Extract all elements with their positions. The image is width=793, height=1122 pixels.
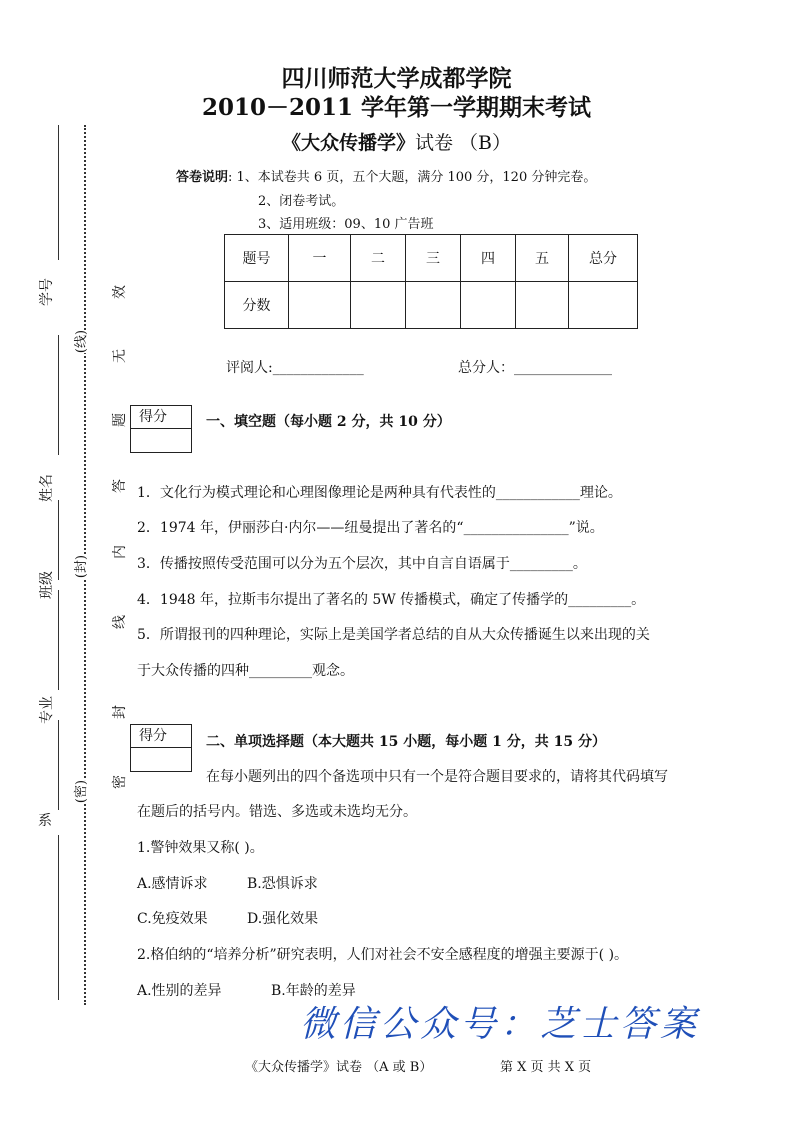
watermark: 微信公众号：芝士答案 xyxy=(300,1004,701,1045)
warning-char: 封 xyxy=(112,705,128,719)
fill-question: 4．1948 年，拉斯韦尔提出了著名的 5W 传播模式，确定了传播学的_________。 xyxy=(137,592,646,608)
class-label: 班级 xyxy=(39,571,55,599)
school-title: 四川师范大学成都学院 xyxy=(281,65,512,92)
field-line xyxy=(58,720,59,810)
name-label: 姓名 xyxy=(39,474,55,502)
header-cell: 五 xyxy=(516,235,569,282)
warning-char: 题 xyxy=(112,413,128,427)
option-c: C.免疫效果 xyxy=(137,911,208,927)
grader-field[interactable]: 评阅人:_____________ xyxy=(226,360,364,376)
section1-title: 一、填空题（每小题 2 分，共 10 分） xyxy=(206,414,451,430)
section2-score-box[interactable] xyxy=(130,724,192,772)
mc-question: 1.警钟效果又称( )。 xyxy=(137,840,264,856)
instruction-3: 3、适用班级：09、10 广告班 xyxy=(258,217,434,232)
header-cell: 一 xyxy=(289,235,351,282)
field-line xyxy=(58,590,59,690)
score-table xyxy=(224,234,638,329)
warning-char: 无 xyxy=(112,349,128,363)
header-cell: 三 xyxy=(406,235,461,282)
score-cell[interactable] xyxy=(569,282,638,329)
option-d: D.强化效果 xyxy=(247,911,319,927)
seal-marker: (封) xyxy=(70,555,89,578)
footer-page: 第 X 页 共 X 页 xyxy=(500,1060,592,1075)
warning-char: 效 xyxy=(112,285,128,299)
instruction-2: 2、闭卷考试。 xyxy=(258,194,345,209)
score-cell[interactable] xyxy=(461,282,516,329)
field-line xyxy=(58,835,59,1000)
option-b: B.恐惧诉求 xyxy=(247,876,318,892)
header-cell: 题号 xyxy=(225,235,289,282)
fill-question: 5．所谓报刊的四种理论，实际上是美国学者总结的自从大众传播诞生以来出现的关 xyxy=(137,627,650,643)
header-cell: 总分 xyxy=(569,235,638,282)
line-marker: (线) xyxy=(70,330,89,353)
exam-title: 2010－2011 学年第一学期期末考试 xyxy=(201,94,592,121)
paper-version: 试卷 （B） xyxy=(415,132,512,154)
option-a: A.性别的差异 xyxy=(137,983,222,999)
tallier-field[interactable]: 总分人：______________ xyxy=(458,360,612,376)
secret-marker: (密) xyxy=(70,780,89,803)
field-line xyxy=(58,500,59,580)
score-box-label: 得分 xyxy=(131,406,191,429)
score-cell[interactable] xyxy=(406,282,461,329)
mc-question: 2.格伯纳的“培养分析”研究表明，人们对社会不安全感程度的增强主要源于( )。 xyxy=(137,947,629,963)
instructions: 答卷说明: 1、本试卷共 6 页，五个大题，满分 100 分，120 分钟完卷。 xyxy=(176,170,597,185)
field-line xyxy=(58,335,59,455)
fill-question-cont: 于大众传播的四种_________观念。 xyxy=(137,663,354,679)
footer-course: 《大众传播学》试卷 （A 或 B） xyxy=(245,1060,433,1075)
warning-char: 密 xyxy=(112,775,128,789)
section2-intro-cont: 在题后的括号内。错选、多选或未选均无分。 xyxy=(137,804,417,820)
score-box-label: 得分 xyxy=(131,725,191,748)
fill-question: 2．1974 年，伊丽莎白·内尔——纽曼提出了著名的“_______________”说。 xyxy=(137,520,604,536)
header-cell: 四 xyxy=(461,235,516,282)
score-cell[interactable] xyxy=(516,282,569,329)
score-cell[interactable] xyxy=(351,282,406,329)
option-a: A.感情诉求 xyxy=(137,876,208,892)
department-label: 系 xyxy=(38,813,52,829)
warning-char: 线 xyxy=(112,615,128,629)
major-label: 专业 xyxy=(39,696,55,724)
option-b: B.年龄的差异 xyxy=(271,983,356,999)
course-title xyxy=(0,128,793,155)
field-line xyxy=(58,125,59,260)
fill-question: 1．文化行为模式理论和心理图像理论是两种具有代表性的____________理论。 xyxy=(137,485,622,501)
header-cell: 二 xyxy=(351,235,406,282)
section1-score-box[interactable] xyxy=(130,405,192,453)
student-id-label: 学号 xyxy=(39,278,55,306)
instruction-1: 1、本试卷共 6 页，五个大题，满分 100 分，120 分钟完卷。 xyxy=(236,170,597,185)
section2-title: 二、单项选择题（本大题共 15 小题，每小题 1 分，共 15 分） xyxy=(206,734,606,750)
course-name: 《大众传播学》 xyxy=(281,132,415,154)
instructions-label: 答卷说明 xyxy=(176,170,229,185)
warning-char: 答 xyxy=(112,479,128,493)
row-label: 分数 xyxy=(225,282,289,329)
fill-question: 3．传播按照传受范围可以分为五个层次，其中自言自语属于_________。 xyxy=(137,556,587,572)
warning-char: 内 xyxy=(112,545,128,559)
section2-intro: 在每小题列出的四个备选项中只有一个是符合题目要求的，请将其代码填写 xyxy=(206,769,668,785)
score-cell[interactable] xyxy=(289,282,351,329)
